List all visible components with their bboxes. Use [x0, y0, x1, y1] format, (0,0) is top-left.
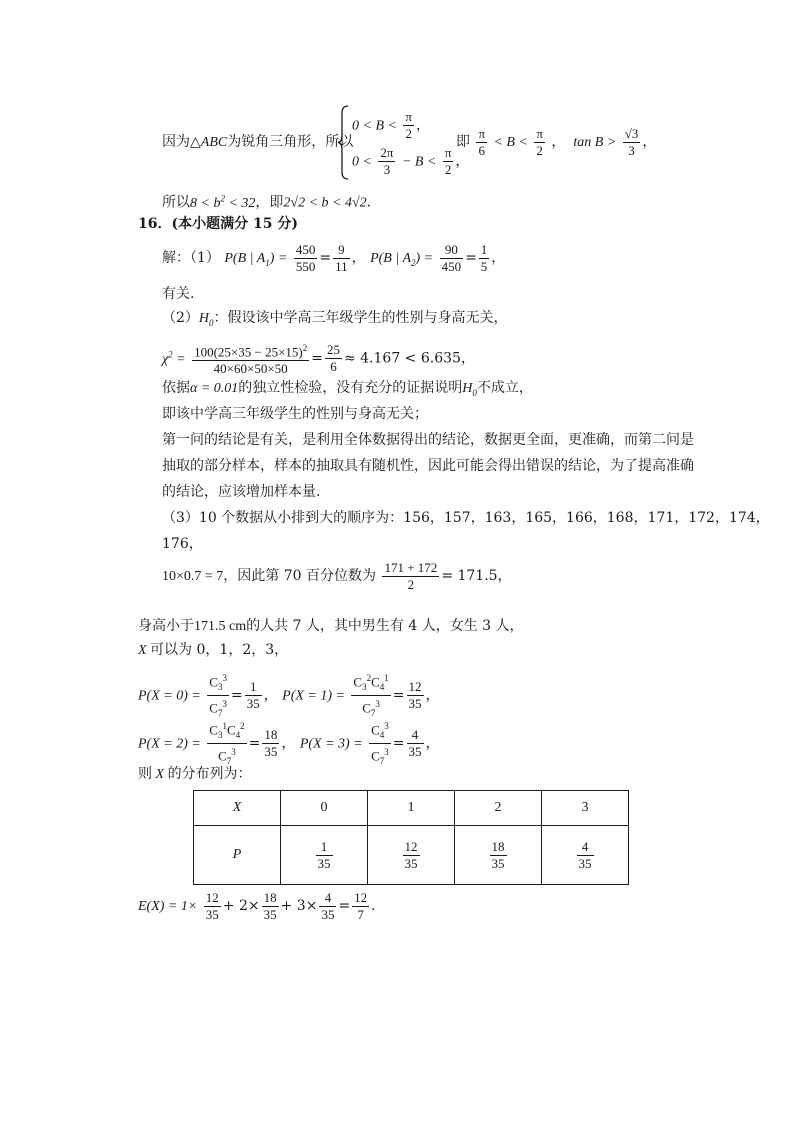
inequality-row-2: 0 < $\frac{2\pi}{3}$ − B < $\frac{\pi}{2}$ ，: [352, 145, 470, 177]
table-cell: P: [194, 826, 281, 885]
table-cell: 2: [455, 791, 542, 826]
line-expectation: E(X) = 1× $\frac{12}{35}$ + 2× $\frac{18}{35}$ + 3× $\frac{4}{35}$ = $\frac{12}{7}$ .: [138, 889, 376, 922]
table-cell: 0: [281, 791, 368, 826]
line-conditional-probs: 解：（1） P(B | $A_1$) = $\frac{450}{550}$ = $\frac{9}{11}$ ， P(B | $A_2$) = $\frac{90}{450}$ = $\frac{1}{5}$ ，: [162, 241, 506, 274]
line-distribution-intro: 则 X 的分布列为：: [138, 766, 252, 782]
table-cell: $\frac{4}{35}$: [542, 826, 629, 885]
table-cell: $\frac{1}{35}$: [281, 826, 368, 885]
table-cell: 1: [368, 791, 455, 826]
table-cell: 3: [542, 791, 629, 826]
line-b-squared-range: 所以$8 < b^2 < 32$，即2√2 < b < 4√2.: [162, 193, 372, 211]
inequality-system: [338, 105, 470, 180]
line-related: 有关.: [162, 286, 195, 302]
line-prob-2-3: P(X = 2) = $\frac{C_3^1C_4^2}{C_7^3}$ = $\frac{18}{35}$ ， P(X = 3) = $\frac{C_4^3}{C_7^3}$ = $\frac{4}{35}$ ，: [138, 718, 440, 769]
line-percentile: 10×0.7 = 7，因此第 70 百分位数为 $\frac{171 + 172}{2}$ = 171.5，: [162, 559, 512, 592]
table-cell: $\frac{12}{35}$: [368, 826, 455, 885]
line-chi-square: $\chi^2$ = $\frac{100(25\times 35 - 25\times 15)^2}{40\times 60\times 50\times 50}$ = $\frac{25}{6}$ ≈ 4.167 < 6.635，: [162, 334, 475, 380]
line-acute-triangle: 因为△ABC为锐角三角形，所以: [162, 134, 354, 150]
line-basis: 依据α = 0.01的独立性检验，没有充分的证据说明$H_0$不成立，: [162, 380, 533, 398]
line-sorted-data-end: 176，: [162, 536, 203, 552]
table-cell: X: [194, 791, 281, 826]
table-row: [194, 826, 629, 885]
line-x-values: X 可以为 0，1，2，3，: [138, 642, 289, 658]
line-range-b: 即 $\frac{\pi}{6}$ < B < $\frac{\pi}{2}$ ， tan B > $\frac{√3}{3}$ ，: [456, 125, 657, 158]
problem-16-heading: 16．(本小题满分 15 分): [138, 216, 298, 232]
distribution-table: [193, 790, 629, 885]
line-prob-0-1: P(X = 0) = $\frac{C_3^3}{C_7^3}$ = $\frac{1}{35}$ ， P(X = 1) = $\frac{C_3^2C_4^1}{C_7^3}$ = $\frac{12}{35}$ ，: [138, 670, 440, 721]
brace-icon: [338, 105, 350, 180]
line-sorted-data: （3）10 个数据从小排到大的顺序为：156，157，163，165，166，168，171，172，174，: [162, 510, 770, 526]
line-hypothesis: $(2)H_0$：假设该中学高三年级学生的性别与身高无关，: [162, 310, 508, 328]
line-comment-2: 抽取的部分样本，样本的抽取具有随机性，因此可能会得出错误的结论，为了提高准确: [162, 458, 694, 474]
line-comment-1: 第一问的结论是有关，是利用全体数据得出的结论，数据更全面，更准确，而第二问是: [162, 432, 694, 448]
table-cell: $\frac{18}{35}$: [455, 826, 542, 885]
line-comment-3: 的结论，应该增加样本量.: [162, 484, 321, 500]
line-height-count: 身高小于171.5 cm的人共 7 人，其中男生有 4 人，女生 3 人，: [138, 618, 524, 634]
table-row: [194, 791, 629, 826]
inequality-row-1: 0 < B < $\frac{\pi}{2}$ ，: [352, 109, 430, 141]
line-conclusion: 即该中学高三年级学生的性别与身高无关；: [162, 406, 428, 422]
